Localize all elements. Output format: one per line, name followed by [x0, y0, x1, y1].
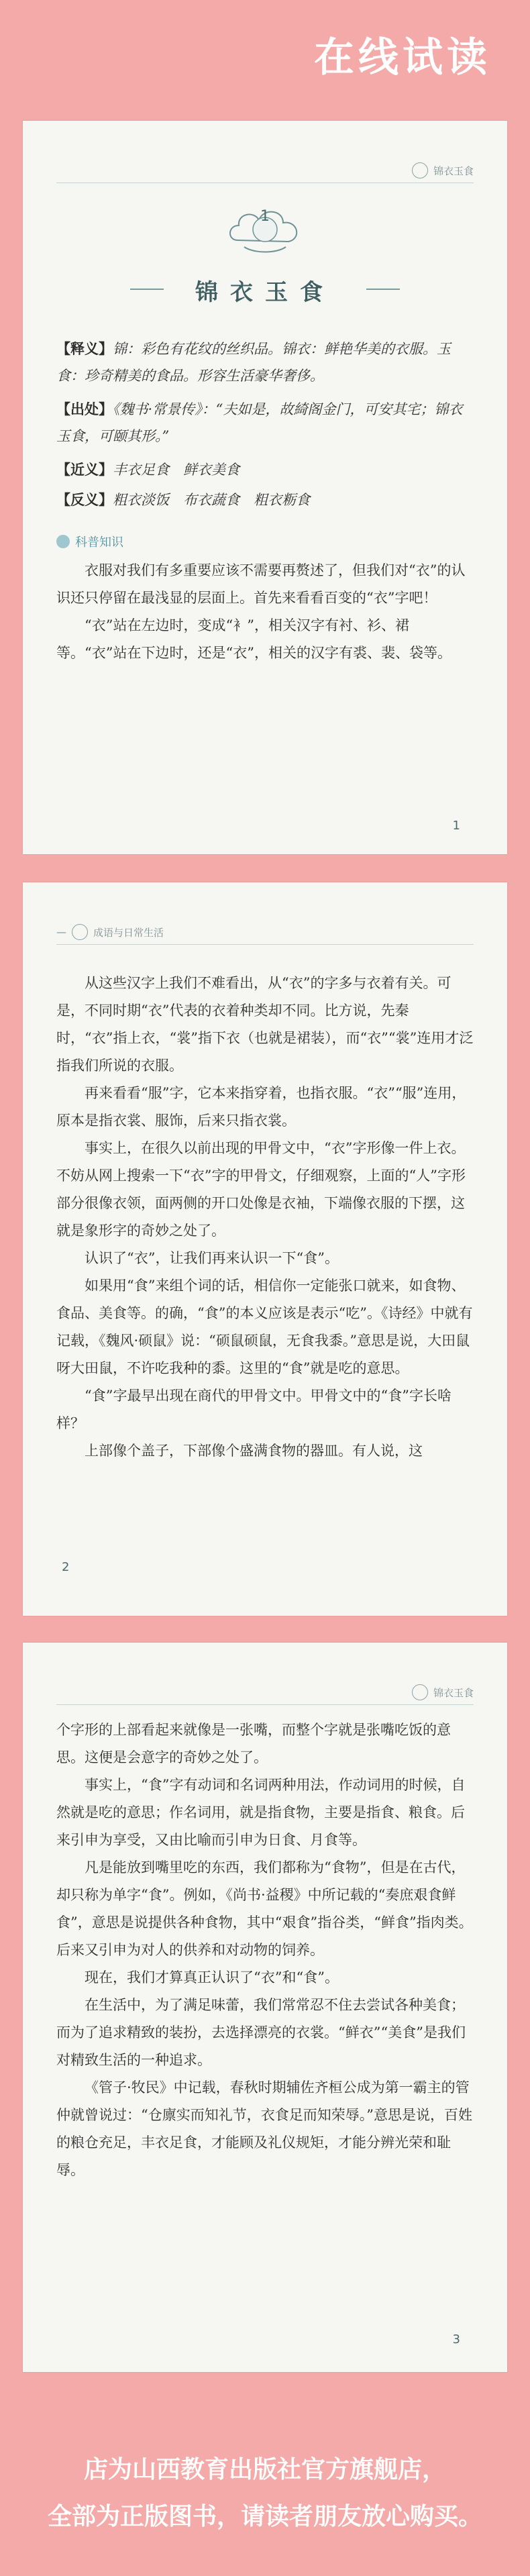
paragraph: 事实上，“食”字有动词和名词两种用法，作动词用的时候，自然就是吃的意思；作名词用，就是指食物，主要是指食、粮食。后来引申为享受，又由比喻而引申为日食、月食等。 — [56, 1777, 466, 1848]
book-page-3 — [23, 1643, 507, 2372]
paragraph: 事实上，在很久以前出现的甲骨文中，“衣”字形像一件上衣。不妨从网上搜索一下“衣”字的甲骨文，仔细观察，上面的“人”字形部分很像衣领，面两侧的开口处像是衣袖，下端像衣服的下摆，这就是象形字的奇妙之处了。 — [56, 1140, 466, 1239]
chapter-number: 1 — [260, 208, 270, 225]
header-rule — [56, 944, 474, 945]
store-notice-line1: 店为山西教育出版社官方旗舰店， — [83, 2456, 446, 2483]
section-label-text: 科普知识 — [75, 535, 123, 550]
banner-title: 在线试读 — [314, 34, 491, 81]
chapter-title: 锦衣玉食 — [195, 279, 335, 306]
running-head — [56, 924, 164, 940]
section-dot-icon — [56, 535, 70, 548]
definition-tag: 【释义】 — [56, 341, 113, 357]
definition-synonym — [56, 456, 474, 483]
header-rule — [56, 1704, 474, 1705]
page-marker-icon — [412, 1684, 428, 1700]
definition-text: 锦：彩色有花纹的丝织品。锦衣：鲜艳华美的衣服。玉食：珍奇精美的食品。形容生活豪华奢侈。 — [56, 341, 451, 384]
running-head-text: 成语与日常生活 — [93, 926, 164, 939]
book-page-2 — [23, 882, 507, 1616]
paragraph: 个字形的上部看起来就像是一张嘴，而整个字就是张嘴吃饭的意思。这便是会意字的奇妙之处了。 — [56, 1722, 451, 1765]
running-head-text: 锦衣玉食 — [433, 1686, 474, 1699]
running-head-dash: — — [56, 926, 66, 938]
paragraph: 从这些汉字上我们不难看出，从“衣”的字多与衣着有关。可是，不同时期“衣”代表的衣着种类却不同。比方说，先秦时，“衣”指上衣，“裳”指下衣（也就是裙装），而“衣”“裳”连用才泛指我们所说的衣服。 — [56, 975, 474, 1074]
definition-source — [56, 396, 474, 450]
book-page-1 — [23, 121, 507, 854]
definition-antonym — [56, 486, 474, 513]
paragraph: 《管子·牧民》中记载，春秋时期辅佐齐桓公成为第一霸主的管仲就曾说过：“仓廪实而知礼节，衣食足而知荣辱。”意思是说，百姓的粮仓充足，丰衣足食，才能顾及礼仪规矩，才能分辨光荣和耻辱。 — [56, 2079, 472, 2178]
definition-tag: 【反义】 — [56, 492, 113, 508]
body-text — [56, 557, 474, 667]
definition-text: 粗衣淡饭 布衣蔬食 粗衣粝食 — [113, 492, 310, 508]
paragraph: 再来看看“服”字，它本来指穿着，也指衣服。“衣”“服”连用，原本是指衣裳、服饰，后来只指衣裳。 — [56, 1085, 466, 1129]
definition-tag: 【出处】 — [56, 401, 113, 417]
page-number: 2 — [62, 1560, 70, 1574]
page-number: 3 — [452, 2332, 460, 2347]
paragraph: “食”字最早出现在商代的甲骨文中。甲骨文中的“食”字长啥样？ — [56, 1388, 452, 1431]
paragraph: “衣”站在左边时，变成“衤”，相关汉字有衬、衫、裙等。“衣”站在下边时，还是“衣”，相关的汉字有裘、裴、袋等。 — [56, 617, 452, 661]
running-head — [412, 1684, 474, 1700]
paragraph: 上部像个盖子，下部像个盛满食物的器皿。有人说，这 — [85, 1443, 423, 1459]
store-notice-line2: 全部为正版图书，请读者朋友放心购买。 — [47, 2503, 482, 2530]
running-head-text: 锦衣玉食 — [433, 164, 474, 177]
definition-text: 《魏书·常景传》：“夫如是，故綺阁金门，可安其宅；锦衣玉食，可颐其形。” — [56, 401, 463, 444]
page-number: 1 — [452, 819, 460, 833]
title-rule-right — [366, 289, 400, 290]
paragraph: 现在，我们才算真正认识了“衣”和“食”。 — [85, 1969, 339, 1986]
section-label — [56, 533, 123, 550]
body-text — [56, 970, 474, 1465]
page-marker-icon — [412, 162, 428, 178]
definition-meaning — [56, 336, 474, 389]
definition-text: 丰衣足食 鲜衣美食 — [113, 462, 240, 478]
paragraph: 如果用“食”来组个词的话，相信你一定能张口就来，如食物、食品、美食等。的确，“食”的本义应该是表示“吃”。《诗经》中就有记载，《魏风·硕鼠》说：“硕鼠硕鼠，无食我黍。”意思是说，大田鼠呀大田鼠，不许吃我种的黍。这里的“食”就是吃的意思。 — [56, 1278, 473, 1376]
paragraph: 衣服对我们有多重要应该不需要再赘述了，但我们对“衣”的认识还只停留在最浅显的层面上。首先来看看百变的“衣”字吧！ — [56, 562, 466, 606]
paragraph: 认识了“衣”，让我们再来认识一下“食”。 — [85, 1250, 339, 1266]
body-text — [56, 1716, 474, 2184]
definition-tag: 【近义】 — [56, 462, 113, 478]
running-head — [412, 162, 474, 178]
paragraph: 凡是能放到嘴里吃的东西，我们都称为“食物”，但是在古代，却只称为单字“食”。例如，《尚书·益稷》中所记载的“奏庶艰食鲜食”，意思是说提供各种食物，其中“艰食”指谷类，“鲜食”指肉类。后来又引申为对人的供养和对动物的饲养。 — [56, 1859, 473, 1958]
page-marker-icon — [72, 924, 88, 940]
paragraph: 在生活中，为了满足味蕾，我们常常忍不住去尝试各种美食；而为了追求精致的装扮，去选择漂亮的衣裳。“鲜衣”“美食”是我们对精致生活的一种追求。 — [56, 1997, 466, 2068]
